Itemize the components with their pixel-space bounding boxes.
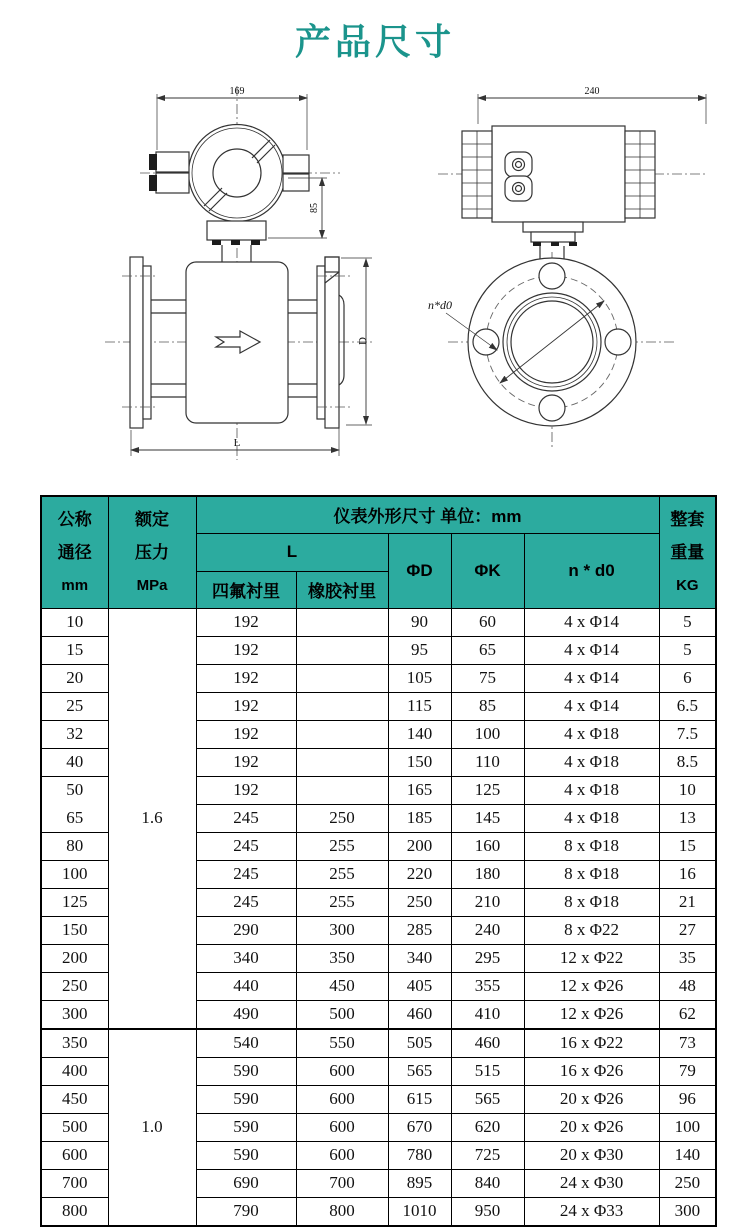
header-ptfe-lining: 四氟衬里: [196, 571, 296, 608]
cell-rubber: 255: [296, 888, 388, 916]
cell-k: 160: [451, 832, 524, 860]
cell-k: 410: [451, 1000, 524, 1029]
cell-k: 125: [451, 776, 524, 804]
cell-ptfe: 440: [196, 972, 296, 1000]
cell-wt: 21: [659, 888, 716, 916]
header-line: KG: [676, 576, 699, 594]
cell-ptfe: 192: [196, 720, 296, 748]
header-line: 通径: [57, 542, 92, 562]
cell-dn: 65: [41, 804, 108, 832]
cell-nd0: 8 x Φ22: [524, 916, 659, 944]
cell-nd0: 12 x Φ22: [524, 944, 659, 972]
cell-dn: 32: [41, 720, 108, 748]
cell-d: 565: [388, 1057, 451, 1085]
header-line: 重量: [670, 542, 705, 562]
cell-ptfe: 290: [196, 916, 296, 944]
cell-wt: 8.5: [659, 748, 716, 776]
cell-rubber: [296, 776, 388, 804]
header-rubber-lining: 橡胶衬里: [296, 571, 388, 608]
cell-ptfe: 245: [196, 860, 296, 888]
cell-k: 110: [451, 748, 524, 776]
cell-nd0: 4 x Φ18: [524, 748, 659, 776]
cell-rubber: 250: [296, 804, 388, 832]
cell-ptfe: 690: [196, 1169, 296, 1197]
cell-pressure: 1.6: [108, 608, 196, 1029]
cell-k: 620: [451, 1113, 524, 1141]
cell-nd0: 20 x Φ30: [524, 1141, 659, 1169]
cell-nd0: 24 x Φ33: [524, 1197, 659, 1226]
cell-pressure: 1.0: [108, 1029, 196, 1226]
dim-label-D: D: [357, 337, 369, 345]
cell-k: 565: [451, 1085, 524, 1113]
cell-ptfe: 192: [196, 608, 296, 636]
header-L: L: [196, 533, 388, 571]
cell-wt: 5: [659, 636, 716, 664]
cell-wt: 5: [659, 608, 716, 636]
cell-d: 895: [388, 1169, 451, 1197]
cell-d: 165: [388, 776, 451, 804]
cell-d: 140: [388, 720, 451, 748]
dim-label-240: 240: [584, 86, 600, 97]
cell-dn: 100: [41, 860, 108, 888]
cell-d: 150: [388, 748, 451, 776]
cell-rubber: 700: [296, 1169, 388, 1197]
cell-rubber: 300: [296, 916, 388, 944]
cell-nd0: 24 x Φ30: [524, 1169, 659, 1197]
cell-wt: 140: [659, 1141, 716, 1169]
cell-wt: 96: [659, 1085, 716, 1113]
cell-rubber: [296, 608, 388, 636]
dim-label-L: L: [233, 437, 241, 449]
cell-k: 460: [451, 1029, 524, 1058]
cell-dn: 800: [41, 1197, 108, 1226]
cell-wt: 13: [659, 804, 716, 832]
cell-k: 100: [451, 720, 524, 748]
cell-k: 950: [451, 1197, 524, 1226]
cell-nd0: 12 x Φ26: [524, 972, 659, 1000]
cell-wt: 100: [659, 1113, 716, 1141]
header-total-weight: [659, 496, 716, 608]
header-phi-k: ΦK: [451, 533, 524, 608]
header-line: 整套: [670, 509, 705, 529]
cell-dn: 400: [41, 1057, 108, 1085]
cell-dn: 15: [41, 636, 108, 664]
cell-dn: 200: [41, 944, 108, 972]
cell-d: 90: [388, 608, 451, 636]
cell-ptfe: 192: [196, 664, 296, 692]
cell-wt: 15: [659, 832, 716, 860]
cell-rubber: 600: [296, 1113, 388, 1141]
header-line: 额定: [135, 509, 169, 529]
header-outline-dimensions: 仪表外形尺寸 单位：mm: [196, 496, 659, 533]
cell-k: 65: [451, 636, 524, 664]
cell-wt: 73: [659, 1029, 716, 1058]
cell-rubber: [296, 692, 388, 720]
cell-nd0: 8 x Φ18: [524, 888, 659, 916]
header-line: MPa: [136, 576, 168, 594]
cell-k: 515: [451, 1057, 524, 1085]
cell-k: 85: [451, 692, 524, 720]
cell-d: 780: [388, 1141, 451, 1169]
cell-dn: 600: [41, 1141, 108, 1169]
technical-drawings: [0, 70, 750, 470]
cell-nd0: 12 x Φ26: [524, 1000, 659, 1029]
cell-nd0: 4 x Φ18: [524, 776, 659, 804]
cell-dn: 500: [41, 1113, 108, 1141]
header-line: 公称: [57, 509, 92, 529]
cell-ptfe: 340: [196, 944, 296, 972]
bolt-hole-callout-label: n*d0: [428, 298, 452, 312]
cell-wt: 16: [659, 860, 716, 888]
cell-k: 295: [451, 944, 524, 972]
cell-ptfe: 590: [196, 1113, 296, 1141]
header-n-d0: n * d0: [524, 533, 659, 608]
cell-ptfe: 590: [196, 1057, 296, 1085]
cell-k: 240: [451, 916, 524, 944]
cell-k: 210: [451, 888, 524, 916]
cell-nd0: 4 x Φ14: [524, 608, 659, 636]
cell-dn: 125: [41, 888, 108, 916]
cell-d: 250: [388, 888, 451, 916]
cell-ptfe: 245: [196, 888, 296, 916]
cell-ptfe: 590: [196, 1085, 296, 1113]
cell-dn: 25: [41, 692, 108, 720]
cell-nd0: 20 x Φ26: [524, 1085, 659, 1113]
cell-wt: 35: [659, 944, 716, 972]
cell-rubber: 550: [296, 1029, 388, 1058]
table-row: [41, 608, 716, 636]
cell-ptfe: 192: [196, 692, 296, 720]
dim-label-85: 85: [309, 203, 320, 213]
cell-ptfe: 192: [196, 776, 296, 804]
cell-d: 670: [388, 1113, 451, 1141]
cell-k: 145: [451, 804, 524, 832]
cell-d: 185: [388, 804, 451, 832]
cell-rubber: 350: [296, 944, 388, 972]
cell-nd0: 4 x Φ14: [524, 692, 659, 720]
cell-dn: 700: [41, 1169, 108, 1197]
cell-ptfe: 490: [196, 1000, 296, 1029]
cell-d: 285: [388, 916, 451, 944]
cell-d: 615: [388, 1085, 451, 1113]
table-body: [41, 608, 716, 1226]
cell-rubber: [296, 636, 388, 664]
header-line: 压力: [135, 542, 169, 562]
cell-d: 220: [388, 860, 451, 888]
drawing-right-front-view: [428, 86, 706, 448]
cell-dn: 10: [41, 608, 108, 636]
cell-dn: 250: [41, 972, 108, 1000]
cell-rubber: [296, 720, 388, 748]
cell-d: 115: [388, 692, 451, 720]
cell-dn: 450: [41, 1085, 108, 1113]
cell-dn: 80: [41, 832, 108, 860]
cell-d: 1010: [388, 1197, 451, 1226]
table-row: [41, 1029, 716, 1058]
cell-rubber: 450: [296, 972, 388, 1000]
cell-wt: 6: [659, 664, 716, 692]
cell-nd0: 8 x Φ18: [524, 860, 659, 888]
header-phi-d: ΦD: [388, 533, 451, 608]
cell-wt: 48: [659, 972, 716, 1000]
cell-rubber: 255: [296, 832, 388, 860]
cell-k: 180: [451, 860, 524, 888]
cell-wt: 62: [659, 1000, 716, 1029]
cell-dn: 300: [41, 1000, 108, 1029]
cell-k: 725: [451, 1141, 524, 1169]
cell-dn: 20: [41, 664, 108, 692]
cell-ptfe: 192: [196, 636, 296, 664]
cell-rubber: [296, 748, 388, 776]
header-rated-pressure: [108, 496, 196, 608]
cell-nd0: 4 x Φ14: [524, 636, 659, 664]
cell-wt: 300: [659, 1197, 716, 1226]
cell-rubber: 600: [296, 1141, 388, 1169]
cell-d: 340: [388, 944, 451, 972]
cell-ptfe: 790: [196, 1197, 296, 1226]
cell-wt: 79: [659, 1057, 716, 1085]
cell-nd0: 16 x Φ26: [524, 1057, 659, 1085]
cell-nd0: 16 x Φ22: [524, 1029, 659, 1058]
cell-d: 105: [388, 664, 451, 692]
cell-dn: 40: [41, 748, 108, 776]
cell-ptfe: 245: [196, 804, 296, 832]
cell-rubber: [296, 664, 388, 692]
cell-rubber: 600: [296, 1085, 388, 1113]
cell-dn: 50: [41, 776, 108, 804]
cell-nd0: 8 x Φ18: [524, 832, 659, 860]
cell-d: 95: [388, 636, 451, 664]
cell-k: 60: [451, 608, 524, 636]
cell-dn: 350: [41, 1029, 108, 1058]
cell-nd0: 4 x Φ14: [524, 664, 659, 692]
cell-rubber: 800: [296, 1197, 388, 1226]
cell-d: 405: [388, 972, 451, 1000]
cell-nd0: 20 x Φ26: [524, 1113, 659, 1141]
cell-d: 200: [388, 832, 451, 860]
cell-rubber: 255: [296, 860, 388, 888]
dimensions-table: [40, 495, 717, 1227]
dim-label-169: 169: [229, 86, 245, 97]
cell-rubber: 600: [296, 1057, 388, 1085]
cell-k: 355: [451, 972, 524, 1000]
cell-wt: 10: [659, 776, 716, 804]
drawing-left-side-view: [105, 86, 372, 460]
cell-ptfe: 245: [196, 832, 296, 860]
cell-wt: 250: [659, 1169, 716, 1197]
header-nominal-diameter: [41, 496, 108, 608]
cell-dn: 150: [41, 916, 108, 944]
cell-wt: 27: [659, 916, 716, 944]
header-line: mm: [61, 576, 89, 594]
cell-rubber: 500: [296, 1000, 388, 1029]
cell-nd0: 4 x Φ18: [524, 804, 659, 832]
cell-ptfe: 590: [196, 1141, 296, 1169]
cell-k: 75: [451, 664, 524, 692]
cell-nd0: 4 x Φ18: [524, 720, 659, 748]
cell-d: 505: [388, 1029, 451, 1058]
cell-k: 840: [451, 1169, 524, 1197]
cell-d: 460: [388, 1000, 451, 1029]
cell-wt: 7.5: [659, 720, 716, 748]
cell-wt: 6.5: [659, 692, 716, 720]
page-title: 产品尺寸: [294, 21, 455, 62]
cell-ptfe: 192: [196, 748, 296, 776]
cell-ptfe: 540: [196, 1029, 296, 1058]
